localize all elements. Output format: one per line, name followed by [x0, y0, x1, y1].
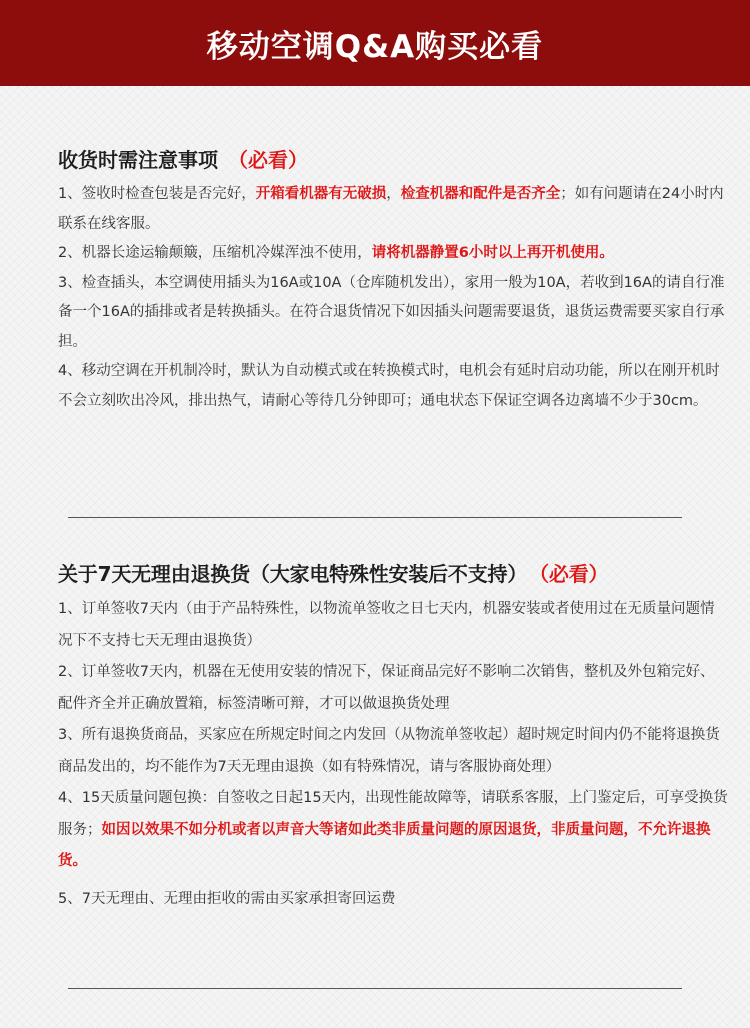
policy-item-1: 1、订单签收7天内（由于产品特殊性，以物流单签收之日七天内，机器安装或者使用过在无质量问题情况下不支持七天无理由退换货） — [58, 601, 715, 649]
policy-item-3: 3、所有退换货商品，买家应在所规定时间之内发回（从物流单签收起）超时规定时间内仍不能将退换货商品发出的，均不能作为7天无理由退换（如有特殊情况，请与客服协商处理） — [58, 727, 720, 775]
divider — [68, 517, 682, 518]
divider — [68, 988, 682, 989]
must-read-tag: （必看） — [228, 148, 308, 172]
section-heading — [58, 558, 728, 590]
note-item-1: 1、签收时检查包装是否完好，开箱看机器有无破损，检查机器和配件是否齐全；如有问题请在24小时内联系在线客服。 — [58, 186, 724, 232]
return-policy-section — [58, 558, 728, 915]
section-title: 收货时需注意事项 — [58, 148, 218, 172]
policy-item-2: 2、订单签收7天内，机器在无使用安装的情况下，保证商品完好不影响二次销售，整机及外包箱完好、配件齐全并正确放置箱，标签清晰可辩，才可以做退换货处理 — [58, 664, 715, 712]
header-banner — [0, 0, 750, 86]
section-heading — [58, 144, 728, 176]
section-title: 关于7天无理由退换货（大家电特殊性安装后不支持） — [58, 562, 528, 586]
note-item-3: 3、检查插头，本空调使用插头为16A或10A（仓库随机发出），家用一般为10A，若收到16A的请自行准备一个16A的插排或者是转换插头。在符合退货情况下如因插头问题需要退货，退货运费需要买家自行承担。 — [58, 274, 725, 350]
highlight-text: 如因以效果不如分机或者以声音大等诸如此类非质量问题的原因退货，非质量问题，不允许退换货。 — [58, 821, 711, 869]
policy-item-5: 5、7天无理由、无理由拒收的需由买家承担寄回运费 — [58, 890, 396, 907]
page-title: 移动空调Q&A购买必看 — [206, 28, 544, 65]
receiving-notes-section — [58, 144, 728, 416]
highlight-text: 请将机器静置6小时以上再开机使用。 — [371, 245, 614, 261]
note-item-2: 2、机器长途运输颠簸，压缩机冷媒浑浊不使用，请将机器静置6小时以上再开机使用。 — [58, 245, 614, 261]
must-read-tag: （必看） — [539, 562, 609, 586]
highlight-text: 检查机器和配件是否齐全 — [400, 186, 561, 202]
highlight-text: 开箱看机器有无破损 — [255, 186, 387, 202]
policy-item-4: 4、15天质量问题包换：自签收之日起15天内，出现性能故障等，请联系客服，上门鉴定后，可享受换货服务；如因以效果不如分机或者以声音大等诸如此类非质量问题的原因退货，非质量问题，不允许退换货。 — [58, 790, 728, 869]
note-item-4: 4、移动空调在开机制冷时，默认为自动模式或在转换模式时，电机会有延时启动功能，所以在刚开机时不会立刻吹出冷风，排出热气，请耐心等待几分钟即可；通电状态下保证空调各边离墙不少于30cm。 — [58, 363, 720, 409]
